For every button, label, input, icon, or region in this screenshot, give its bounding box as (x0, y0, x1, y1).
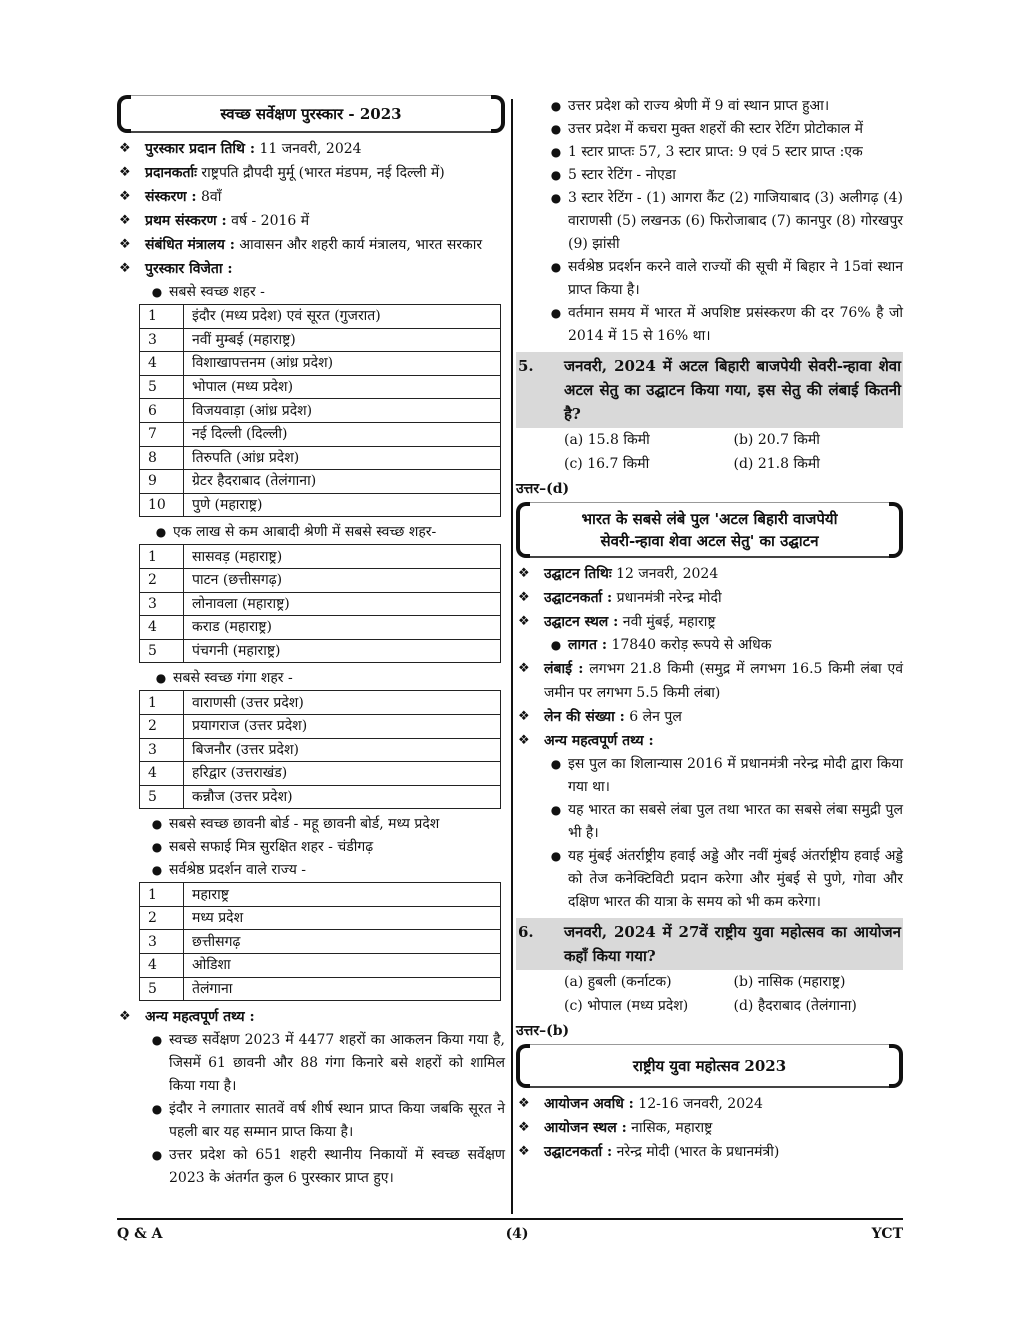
diamond-icon: ❖ (119, 141, 131, 156)
bullet-icon: ● (550, 99, 562, 113)
table-row: 5 कन्नौज (उत्तर प्रदेश) (140, 785, 501, 809)
table-row: 3 बिजनौर (उत्तर प्रदेश) (140, 738, 501, 762)
detail-row: ❖ संबंधित मंत्रालय : आवासन और शहरी कार्य मंत्रालय, भारत सरकार (117, 233, 505, 257)
states-table (139, 882, 501, 1001)
table-row: 2 मध्य प्रदेश (140, 906, 501, 930)
table-row: 3 छत्तीसगढ़ (140, 930, 501, 954)
diamond-icon: ❖ (119, 213, 131, 228)
diamond-icon: ❖ (518, 614, 530, 629)
table-row: 1 सासवड़ (महाराष्ट्र) (140, 545, 501, 569)
list-item: ● 3 स्टार रेटिंग - (1) आगरा कैंट (2) गाजियाबाद (3) अलीगढ़ (4) वाराणसी (5) लखनऊ (6) फिरोजाबाद (7) कानपुर (8) गोरखपुर (9) झांसी (544, 187, 903, 256)
question-6: 6. जनवरी, 2024 में 27वें राष्ट्रीय युवा महोत्सव का आयोजन कहाँ किया गया? (516, 918, 903, 970)
list-item: ● सबसे स्वच्छ शहर - (145, 281, 505, 304)
list-item: ● 1 स्टार प्राप्तः 57, 3 स्टार प्राप्त: 9 एवं 5 स्टार प्राप्त :एक (544, 141, 903, 164)
detail-row: ❖ उद्घाटन तिथिः 12 जनवरी, 2024 (516, 562, 903, 586)
bullet-icon: ● (550, 306, 562, 320)
table-row: 3 नवीं मुम्बई (महाराष्ट्र) (140, 328, 501, 352)
list-item: ● इस पुल का शिलान्यास 2016 में प्रधानमंत्री नरेन्द्र मोदी द्वारा किया गया था। (544, 753, 903, 799)
list-item: ● यह भारत का सबसे लंबा पुल तथा भारत का सबसे लंबा समुद्री पुल भी है। (544, 799, 903, 845)
table-row: 10 पुणे (महाराष्ट्र) (140, 493, 501, 517)
option: (d) हैदराबाद (तेलंगाना) (733, 998, 857, 1014)
bullet-icon: ● (550, 803, 562, 817)
diamond-icon: ❖ (518, 1096, 530, 1111)
bullet-icon: ● (155, 525, 167, 540)
table-row: 4 हरिद्वार (उत्तराखंड) (140, 762, 501, 786)
option: (a) हुबली (कर्नाटक) (564, 974, 672, 990)
detail-row: ❖ प्रदानकर्ताः राष्ट्रपति द्रौपदी मुर्मू (भारत मंडपम, नई दिल्ली में) (117, 161, 505, 185)
page-number: (4) (505, 1226, 529, 1242)
festival-header-box (516, 1044, 903, 1088)
list-item: ● सबसे स्वच्छ छावनी बोर्ड - महू छावनी बोर्ड, मध्य प्रदेश (145, 813, 505, 836)
detail-row: ❖ आयोजन स्थल : नासिक, महाराष्ट्र (516, 1116, 903, 1140)
ganga-city-table (139, 690, 501, 809)
detail-row: ❖ संस्करण : 8वाँ (117, 185, 505, 209)
bullet-icon: ● (550, 638, 562, 652)
small-city-table (139, 544, 501, 663)
table-row: 1 महाराष्ट्र (140, 883, 501, 907)
festival-header-title: राष्ट्रीय युवा महोत्सव 2023 (632, 1057, 787, 1075)
table-row: 3 लोनावला (महाराष्ट्र) (140, 592, 501, 616)
diamond-icon: ❖ (119, 261, 131, 276)
list-item: ● इंदौर ने लगातार सातवें वर्ष शीर्ष स्थान प्राप्त किया जबकि सूरत ने पहली बार यह सम्मान प्राप्त किया है। (145, 1098, 505, 1144)
list-item: ● उत्तर प्रदेश में कचरा मुक्त शहरों की स्टार रेटिंग प्रोटोकाल में (544, 118, 903, 141)
page (117, 95, 903, 1213)
swachh-header-box (117, 95, 505, 133)
list-item: ● यह मुंबई अंतर्राष्ट्रीय हवाई अड्डे और नवीं मुंबई अंतर्राष्ट्रीय हवाई अड्डे को तेज कनेक्टिविटी प्रदान करेगा और मुंबई से पुणे, गोवा और दक्षिण भारत की यात्रा के समय को भी कम करेगा। (544, 845, 903, 914)
table-row: 8 तिरुपति (आंध्र प्रदेश) (140, 446, 501, 470)
list-item: ● सर्वश्रेष्ठ प्रदर्शन वाले राज्य - (145, 859, 505, 882)
diamond-icon: ❖ (518, 733, 530, 748)
bullet-icon: ● (155, 671, 167, 686)
table-row: 2 पाटन (छत्तीसगढ़) (140, 568, 501, 592)
bullet-icon: ● (151, 840, 163, 855)
table-row: 7 नई दिल्ली (दिल्ली) (140, 422, 501, 446)
swachh-header-title: स्वच्छ सर्वेक्षण पुरस्कार - 2023 (220, 105, 402, 123)
list-item: ● स्वच्छ सर्वेक्षण 2023 में 4477 शहरों का आकलन किया गया है, जिसमें 61 छावनी और 88 गंगा किनारे बसे शहरों को शामिल किया गया है। (145, 1029, 505, 1098)
bullet-icon: ● (550, 757, 562, 771)
list-item: ● एक लाख से कम आबादी श्रेणी में सबसे स्वच्छ शहर- (149, 521, 505, 544)
detail-row: ❖ उद्घाटन स्थल : नवी मुंबई, महाराष्ट्र (516, 610, 903, 634)
table-row: 1 इंदौर (मध्य प्रदेश) एवं सूरत (गुजरात) (140, 305, 501, 329)
table-row: 2 प्रयागराज (उत्तर प्रदेश) (140, 714, 501, 738)
option: (c) भोपाल (मध्य प्रदेश) (564, 998, 689, 1014)
table-row: 6 विजयवाड़ा (आंध्र प्रदेश) (140, 399, 501, 423)
bullet-icon: ● (151, 285, 163, 299)
bullet-icon: ● (550, 145, 562, 159)
footer-left: Q & A (117, 1226, 163, 1242)
diamond-icon: ❖ (518, 709, 530, 724)
detail-row: ❖ पुरस्कार प्रदान तिथि : 11 जनवरी, 2024 (117, 137, 505, 161)
column-divider (511, 99, 513, 1214)
table-row: 5 तेलंगाना (140, 977, 501, 1001)
table-row: 1 वाराणसी (उत्तर प्रदेश) (140, 691, 501, 715)
diamond-icon: ❖ (518, 661, 530, 676)
right-column (516, 95, 903, 1164)
list-item: ● उत्तर प्रदेश को राज्य श्रेणी में 9 वां स्थान प्राप्त हुआ। (544, 95, 903, 118)
diamond-icon: ❖ (119, 1009, 131, 1025)
bullet-icon: ● (151, 817, 163, 832)
footer-right: YCT (871, 1226, 903, 1242)
bridge-header-title: भारत के सबसे लंबे पुल 'अटल बिहारी वाजपेयी सेवरी-न्हावा शेवा अटल सेतु' का उद्घाटन (581, 509, 838, 550)
left-column (117, 95, 505, 1190)
diamond-icon: ❖ (518, 1120, 530, 1135)
detail-row: ❖ उद्घाटनकर्ता : प्रधानमंत्री नरेन्द्र मोदी (516, 586, 903, 610)
detail-row: ❖ उद्घाटनकर्ता : नरेन्द्र मोदी (भारत के प्रधानमंत्री) (516, 1140, 903, 1164)
detail-row: ❖ प्रथम संस्करण : वर्ष - 2016 में (117, 209, 505, 233)
option: (c) 16.7 किमी (564, 456, 650, 472)
detail-row: ❖ अन्य महत्वपूर्ण तथ्य : (117, 1005, 505, 1029)
answer-6: उत्तर–(b) (516, 1023, 570, 1039)
list-item: ● सर्वश्रेष्ठ प्रदर्शन करने वाले राज्यों की सूची में बिहार ने 15वां स्थान प्राप्त किया है। (544, 256, 903, 302)
diamond-icon: ❖ (518, 566, 530, 581)
bullet-icon: ● (151, 1033, 163, 1048)
diamond-icon: ❖ (119, 237, 131, 252)
table-row: 9 ग्रेटर हैदराबाद (तेलंगाना) (140, 470, 501, 494)
option: (b) नासिक (महाराष्ट्र) (733, 974, 846, 990)
diamond-icon: ❖ (518, 1144, 530, 1159)
list-item: ● लागत : 17840 करोड़ रूपये से अधिक (544, 634, 903, 657)
bullet-icon: ● (550, 168, 562, 182)
list-item: ● वर्तमान समय में भारत में अपशिष्ट प्रसंस्करण की दर 76% है जो 2014 में 15 से 16% था। (544, 302, 903, 348)
list-item: ● सबसे स्वच्छ गंगा शहर - (149, 667, 505, 690)
bullet-icon: ● (151, 1148, 163, 1163)
detail-row: ❖ आयोजन अवधि : 12-16 जनवरी, 2024 (516, 1092, 903, 1116)
bullet-icon: ● (550, 849, 562, 863)
bullet-icon: ● (550, 260, 562, 274)
list-item: ● उत्तर प्रदेश को 651 शहरी स्थानीय निकायों में स्वच्छ सर्वेक्षण 2023 के अंतर्गत कुल 6 पुरस्कार प्राप्त हुए। (145, 1144, 505, 1190)
table-row: 5 पंचगनी (महाराष्ट्र) (140, 639, 501, 663)
option: (d) 21.8 किमी (733, 456, 820, 472)
question-5: 5. जनवरी, 2024 में अटल बिहारी बाजपेयी सेवरी-न्हावा शेवा अटल सेतु का उद्घाटन किया गया, इस सेतु की लंबाई कितनी है? (516, 352, 903, 428)
detail-row: ❖ लंबाई : लगभग 21.8 किमी (समुद्र में लगभग 16.5 किमी लंबा एवं जमीन पर लगभग 5.5 किमी लंबा) (516, 657, 903, 705)
diamond-icon: ❖ (518, 590, 530, 605)
detail-row: ❖ अन्य महत्वपूर्ण तथ्य : (516, 729, 903, 753)
bullet-icon: ● (550, 191, 562, 205)
bullet-icon: ● (550, 122, 562, 136)
question-6-options (516, 970, 903, 1018)
option: (a) 15.8 किमी (564, 432, 650, 448)
table-row: 4 विशाखापत्तनम (आंध्र प्रदेश) (140, 352, 501, 376)
list-item: ● 5 स्टार रेटिंग - नोएडा (544, 164, 903, 187)
table-row: 5 भोपाल (मध्य प्रदेश) (140, 375, 501, 399)
list-item: ● सबसे सफाई मित्र सुरक्षित शहर - चंडीगढ़ (145, 836, 505, 859)
diamond-icon: ❖ (119, 165, 131, 180)
page-footer (117, 1218, 903, 1242)
table-row: 4 ओडिशा (140, 954, 501, 978)
cleanest-city-table (139, 304, 501, 517)
question-5-options (516, 428, 903, 476)
detail-row: ❖ लेन की संख्या : 6 लेन पुल (516, 705, 903, 729)
diamond-icon: ❖ (119, 189, 131, 204)
bullet-icon: ● (151, 1102, 163, 1117)
answer-5: उत्तर–(d) (516, 481, 570, 497)
bridge-header-box (516, 502, 903, 558)
table-row: 4 कराड (महाराष्ट्र) (140, 616, 501, 640)
bullet-icon: ● (151, 863, 163, 878)
option: (b) 20.7 किमी (733, 432, 820, 448)
detail-row: ❖ पुरस्कार विजेता : (117, 257, 505, 281)
